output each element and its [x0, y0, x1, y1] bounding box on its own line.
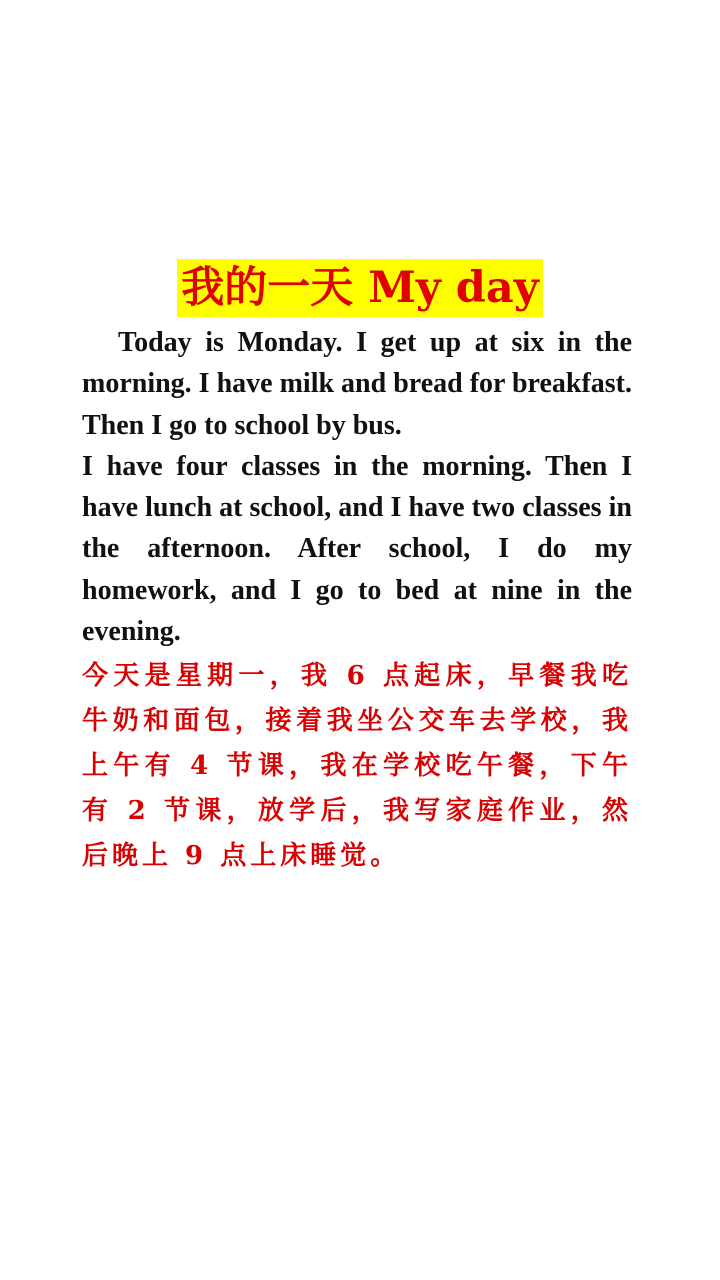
- title-container: [0, 259, 720, 317]
- page-title: 我的一天 My day: [177, 259, 542, 317]
- chinese-translation: 今天是星期一，我 6 点起床，早餐我吃牛奶和面包，接着我坐公交车去学校，我上午有 4 节课，我在学校吃午餐，下午有 2 节课，放学后，我写家庭作业，然后晚上 9 点上床睡觉。: [82, 661, 632, 871]
- english-paragraph-1: Today is Monday. I get up at six in the morning. I have milk and bread for breakfast. Then I go to school by bus.: [82, 327, 632, 441]
- english-paragraph-2: I have four classes in the morning. Then I have lunch at school, and I have two classes in the afternoon. After school, I do my homework, and I go to bed at nine in the evening.: [82, 450, 632, 648]
- english-passage: [82, 322, 632, 652]
